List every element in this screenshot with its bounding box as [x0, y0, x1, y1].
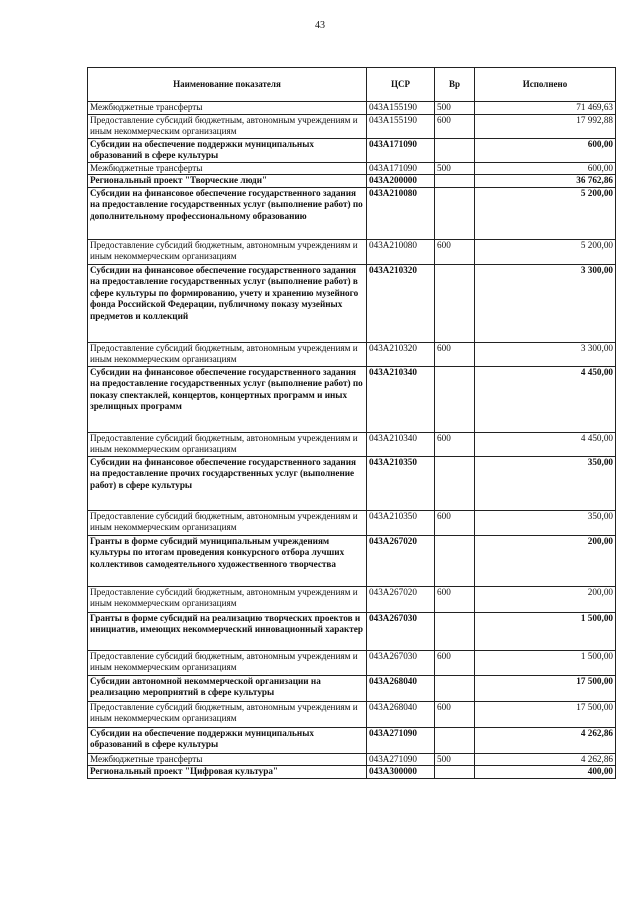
row-vr-cell — [435, 366, 475, 432]
row-amount-cell: 200,00 — [475, 586, 616, 612]
row-amount-cell: 200,00 — [475, 535, 616, 586]
row-name-cell: Субсидии на финансовое обеспечение государственного задания на предоставление государственных услуг (выполнение работ) по дополнительному профессиональному образованию — [88, 187, 367, 239]
row-name-cell: Субсидии автономной некоммерческой организации на реализацию мероприятий в сфере культуры — [88, 675, 367, 701]
row-vr-cell: 600 — [435, 586, 475, 612]
row-vr-cell — [435, 535, 475, 586]
row-csr-cell: 043A267020 — [367, 535, 435, 586]
header-amount: Исполнено — [475, 68, 616, 102]
row-csr-cell: 043A155190 — [367, 114, 435, 138]
table-body — [88, 102, 616, 779]
row-amount-cell: 5 200,00 — [475, 187, 616, 239]
table-row — [88, 138, 616, 162]
row-vr-cell — [435, 675, 475, 701]
row-name-cell: Предоставление субсидий бюджетным, автономным учреждениям и иным некоммерческим организациям — [88, 586, 367, 612]
row-csr-cell: 043A210320 — [367, 264, 435, 342]
row-amount-cell: 17 992,88 — [475, 114, 616, 138]
table-row — [88, 239, 616, 264]
row-amount-cell: 1 500,00 — [475, 612, 616, 650]
row-name-cell: Предоставление субсидий бюджетным, автономным учреждениям и иным некоммерческим организациям — [88, 701, 367, 727]
row-amount-cell: 17 500,00 — [475, 675, 616, 701]
row-csr-cell: 043A267020 — [367, 586, 435, 612]
row-name-cell: Предоставление субсидий бюджетным, автономным учреждениям и иным некоммерческим организациям — [88, 114, 367, 138]
row-csr-cell: 043A210350 — [367, 456, 435, 510]
table-row — [88, 175, 616, 188]
header-name: Наименование показателя — [88, 68, 367, 102]
header-vr: Вр — [435, 68, 475, 102]
row-csr-cell: 043A271090 — [367, 727, 435, 753]
table-row — [88, 612, 616, 650]
table-row — [88, 456, 616, 510]
row-name-cell: Субсидии на обеспечение поддержки муниципальных образований в сфере культуры — [88, 727, 367, 753]
table-row — [88, 535, 616, 586]
row-csr-cell: 043A267030 — [367, 612, 435, 650]
row-csr-cell: 043A210080 — [367, 239, 435, 264]
budget-execution-table — [87, 67, 616, 779]
row-amount-cell: 5 200,00 — [475, 239, 616, 264]
row-csr-cell: 043A300000 — [367, 766, 435, 779]
row-vr-cell: 600 — [435, 650, 475, 675]
row-amount-cell: 350,00 — [475, 456, 616, 510]
row-csr-cell: 043A171090 — [367, 138, 435, 162]
table-row — [88, 510, 616, 535]
table-row — [88, 114, 616, 138]
row-vr-cell — [435, 612, 475, 650]
row-vr-cell: 500 — [435, 753, 475, 766]
row-csr-cell: 043A200000 — [367, 175, 435, 188]
row-amount-cell: 36 762,86 — [475, 175, 616, 188]
row-vr-cell: 500 — [435, 102, 475, 115]
row-csr-cell: 043A210320 — [367, 342, 435, 366]
row-vr-cell: 600 — [435, 510, 475, 535]
row-csr-cell: 043A210340 — [367, 366, 435, 432]
row-name-cell: Субсидии на финансовое обеспечение государственного задания на предоставление государственных услуг (выполнение работ) в сфере культуры по формированию, учету и хранению музейного фонда Российской Федерации, публичному показу музейных предметов и коллекций — [88, 264, 367, 342]
row-amount-cell: 17 500,00 — [475, 701, 616, 727]
table-row — [88, 432, 616, 456]
row-vr-cell — [435, 187, 475, 239]
row-name-cell: Гранты в форме субсидий муниципальным учреждениям культуры по итогам проведения конкурсного отбора лучших коллективов самодеятельного художественного творчества — [88, 535, 367, 586]
row-name-cell: Региональный проект "Творческие люди" — [88, 175, 367, 188]
row-name-cell: Предоставление субсидий бюджетным, автономным учреждениям и иным некоммерческим организациям — [88, 510, 367, 535]
row-vr-cell: 600 — [435, 701, 475, 727]
row-name-cell: Предоставление субсидий бюджетным, автономным учреждениям и иным некоммерческим организациям — [88, 342, 367, 366]
row-amount-cell: 600,00 — [475, 138, 616, 162]
row-amount-cell: 4 450,00 — [475, 366, 616, 432]
row-vr-cell: 600 — [435, 114, 475, 138]
row-vr-cell — [435, 766, 475, 779]
table-header-row — [88, 68, 616, 102]
table-row — [88, 675, 616, 701]
row-name-cell: Региональный проект "Цифровая культура" — [88, 766, 367, 779]
table-row — [88, 753, 616, 766]
row-name-cell: Субсидии на обеспечение поддержки муниципальных образований в сфере культуры — [88, 138, 367, 162]
table-row — [88, 766, 616, 779]
row-vr-cell — [435, 138, 475, 162]
row-csr-cell: 043A210350 — [367, 510, 435, 535]
table-row — [88, 342, 616, 366]
row-amount-cell: 350,00 — [475, 510, 616, 535]
row-csr-cell: 043A155190 — [367, 102, 435, 115]
row-csr-cell: 043A210080 — [367, 187, 435, 239]
row-amount-cell: 3 300,00 — [475, 342, 616, 366]
table-row — [88, 187, 616, 239]
table-row — [88, 727, 616, 753]
row-name-cell: Субсидии на финансовое обеспечение государственного задания на предоставление государственных услуг (выполнение работ) по показу спектаклей, концертов, концертных программ и иных зрелищных программ — [88, 366, 367, 432]
row-amount-cell: 3 300,00 — [475, 264, 616, 342]
row-vr-cell: 600 — [435, 342, 475, 366]
row-name-cell: Предоставление субсидий бюджетным, автономным учреждениям и иным некоммерческим организациям — [88, 432, 367, 456]
table-row — [88, 366, 616, 432]
row-amount-cell: 4 262,86 — [475, 727, 616, 753]
row-amount-cell: 600,00 — [475, 162, 616, 175]
row-name-cell: Гранты в форме субсидий на реализацию творческих проектов и инициатив, имеющих некоммерческий инновационный характер — [88, 612, 367, 650]
row-name-cell: Межбюджетные трансферты — [88, 753, 367, 766]
row-name-cell: Межбюджетные трансферты — [88, 102, 367, 115]
row-name-cell: Субсидии на финансовое обеспечение государственного задания на предоставление прочих государственных услуг (выполнение работ) в сфере культуры — [88, 456, 367, 510]
row-csr-cell: 043A210340 — [367, 432, 435, 456]
row-csr-cell: 043A171090 — [367, 162, 435, 175]
header-csr: ЦСР — [367, 68, 435, 102]
table-row — [88, 586, 616, 612]
row-csr-cell: 043A268040 — [367, 675, 435, 701]
row-vr-cell: 600 — [435, 239, 475, 264]
row-csr-cell: 043A267030 — [367, 650, 435, 675]
row-amount-cell: 71 469,63 — [475, 102, 616, 115]
row-name-cell: Предоставление субсидий бюджетным, автономным учреждениям и иным некоммерческим организациям — [88, 239, 367, 264]
row-csr-cell: 043A271090 — [367, 753, 435, 766]
row-name-cell: Межбюджетные трансферты — [88, 162, 367, 175]
row-amount-cell: 4 450,00 — [475, 432, 616, 456]
table-row — [88, 701, 616, 727]
row-vr-cell — [435, 456, 475, 510]
row-vr-cell: 500 — [435, 162, 475, 175]
row-name-cell: Предоставление субсидий бюджетным, автономным учреждениям и иным некоммерческим организациям — [88, 650, 367, 675]
table-row — [88, 102, 616, 115]
row-amount-cell: 4 262,86 — [475, 753, 616, 766]
table-row — [88, 162, 616, 175]
row-amount-cell: 400,00 — [475, 766, 616, 779]
page-number: 43 — [315, 20, 325, 31]
row-amount-cell: 1 500,00 — [475, 650, 616, 675]
table-row — [88, 264, 616, 342]
table-row — [88, 650, 616, 675]
row-vr-cell — [435, 264, 475, 342]
row-vr-cell: 600 — [435, 432, 475, 456]
row-vr-cell — [435, 727, 475, 753]
row-vr-cell — [435, 175, 475, 188]
row-csr-cell: 043A268040 — [367, 701, 435, 727]
